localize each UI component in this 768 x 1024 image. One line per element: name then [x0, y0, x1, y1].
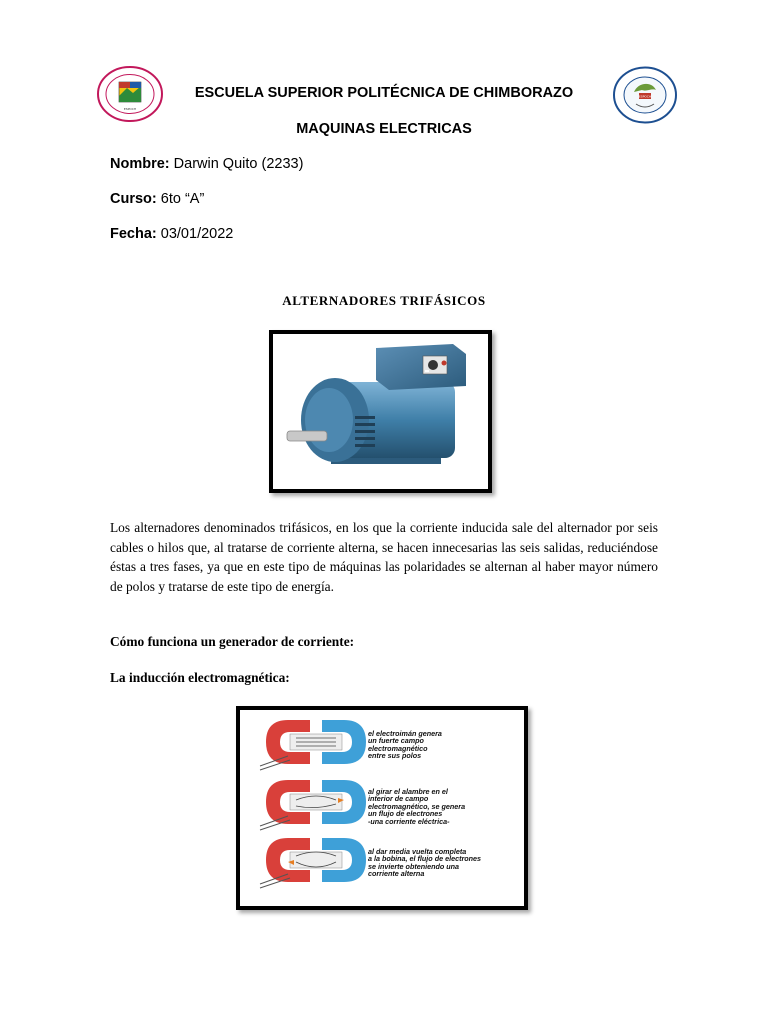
alternator-photo-frame: [269, 330, 492, 493]
date-value: 03/01/2022: [156, 226, 234, 242]
how-generator-works-heading: Cómo funciona un generador de corriente:: [110, 634, 355, 649]
date-label: Fecha:: [110, 226, 157, 242]
subject-heading: MAQUINAS ELECTRICAS: [296, 121, 472, 137]
document-title: ALTERNADORES TRIFÁSICOS: [282, 293, 486, 308]
course-label: Curso:: [110, 191, 157, 207]
induction-diagram-frame: [236, 706, 528, 910]
course-value: 6to “A”: [156, 191, 205, 207]
diagram-caption-1: el electroimán genera un fuerte campo electromagnético entre sus polos: [368, 729, 442, 761]
institution-heading: ESCUELA SUPERIOR POLITÉCNICA DE CHIMBORAZO: [194, 85, 574, 101]
svg-text:ESPOCH: ESPOCH: [638, 94, 652, 99]
name-field: [110, 156, 303, 172]
intro-paragraph: Los alternadores denominados trifásicos, en los que la corriente inducida sale del alternador por seis cables o hilos que, al tratarse de corriente alterna, se hacen innecesarias las seis salidas, reduciéndose éstas a tres fases, ya que en este tipo de máquinas las polaridades se alternan al haber mayor número de polos y tratarse de este tipo de energía.: [110, 520, 658, 594]
svg-text:ESPOCH: ESPOCH: [123, 107, 137, 111]
name-value: Darwin Quito (2233): [169, 156, 304, 172]
three-phase-alternator-photo: [273, 334, 488, 489]
date-field: [110, 226, 233, 242]
name-label: Nombre:: [110, 156, 170, 172]
diagram-caption-2: al girar el alambre en el interior de campo electromagnético, se genera un flujo de electrones -una corriente eléctrica-: [368, 787, 466, 826]
diagram-caption-3: al dar media vuelta completa a la bobina, el flujo de electrones se invierte obteniendo una corriente alterna: [368, 847, 482, 879]
course-field: [110, 191, 204, 207]
electromagnetic-induction-heading: La inducción electromagnética:: [110, 670, 290, 685]
